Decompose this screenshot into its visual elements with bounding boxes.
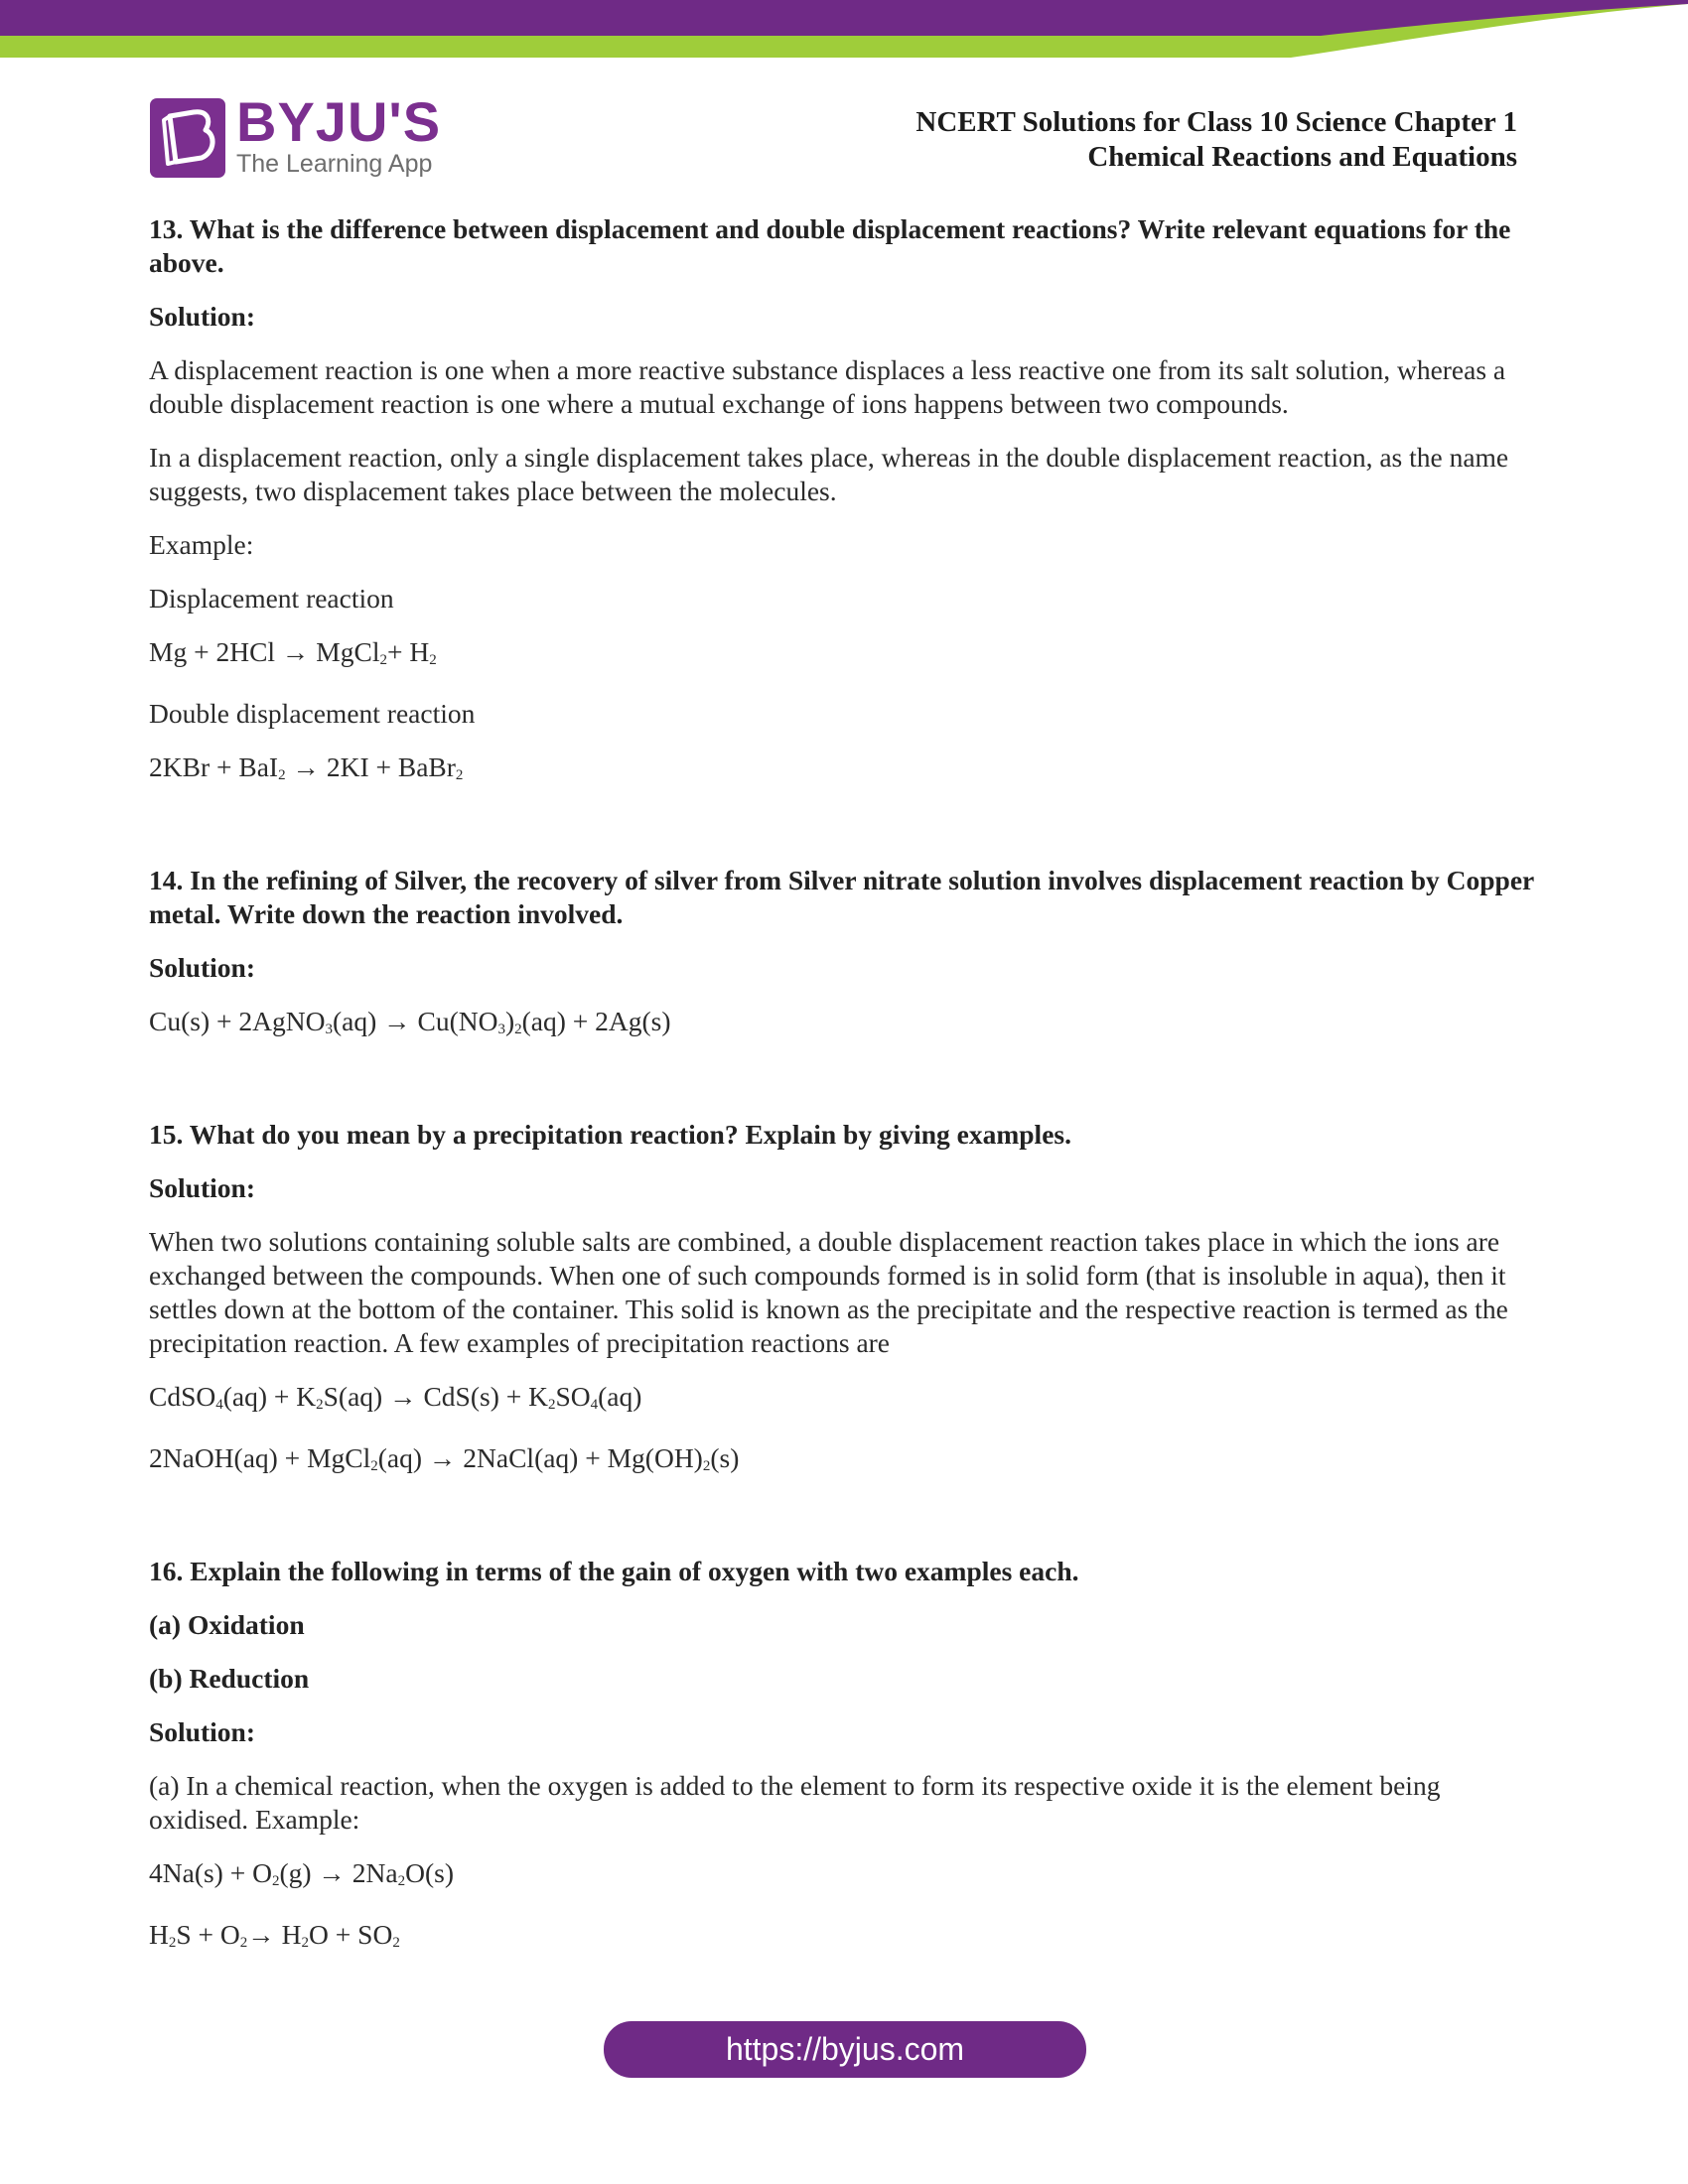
document-title [915, 105, 1517, 175]
question-15: 15. What do you mean by a precipitation reaction? Explain by giving examples. [149, 1119, 1071, 1150]
chemical-equation: 2NaOH(aq) + MgCl$_2$(aq) → 2NaCl(aq) + $Mg(OH)_2(s)$ [149, 1442, 740, 1474]
reaction-type-label: Displacement reaction [149, 583, 394, 614]
chemical-equation: $4Na(s) + O_2(g) \to 2Na_2O(s)$ [149, 1857, 454, 1889]
logo-tagline: The Learning App [236, 150, 433, 178]
question-part-b: (b) Reduction [149, 1663, 310, 1694]
reaction-type-label: Double displacement reaction [149, 698, 476, 729]
answer-paragraph: In a displacement reaction, only a single displacement takes place, whereas in the double displacement reaction, as the name suggests, two displacement takes place between the molecules. [149, 442, 1509, 506]
question-14: 14. In the refining of Silver, the recovery of silver from Silver nitrate solution involves displacement reaction by Copper metal. Write down the reaction involved. [149, 865, 1534, 929]
question-part-a: (a) Oxidation [149, 1609, 305, 1640]
question-13: 13. What is the difference between displacement and double displacement reactions? Write relevant equations for the above. [149, 213, 1511, 278]
top-decorative-band [0, 0, 1688, 64]
byjus-logo [149, 90, 447, 182]
solution-label: Solution: [149, 1172, 255, 1203]
website-link[interactable]: https://byjus.com [604, 2021, 1086, 2078]
chemical-equation: Mg + 2HCl → MgCl$_2$+ $H_2$ [149, 636, 437, 668]
solution-label: Solution: [149, 1716, 255, 1747]
solution-label: Solution: [149, 301, 255, 332]
answer-paragraph: A displacement reaction is one when a more reactive substance displaces a less reactive one from its salt solution, whereas a double displacement reaction is one where a mutual exchange of ions happens between two compounds. [149, 354, 1506, 419]
logo-wordmark: BYJU'S [236, 90, 442, 153]
answer-paragraph: When two solutions containing soluble salts are combined, a double displacement reaction takes place in which the ions are exchanged between the compounds. When one of such compounds formed is in solid form (that is insoluble in aqua), then it settles down at the bottom of the container. This solid is known as the precipitate and the respective reaction is termed as the precipitation reaction. A few examples of precipitation reactions are [149, 1226, 1508, 1358]
solution-label: Solution: [149, 952, 255, 983]
question-16: 16. Explain the following in terms of the gain of oxygen with two examples each. [149, 1556, 1079, 1586]
page-content [149, 212, 1539, 1979]
example-label: Example: [149, 529, 254, 560]
chemical-equation: CdSO$_4$(aq) + $K_2S(aq) \to CdS(s) + K_2SO_4(aq)$ [149, 1381, 642, 1413]
document-title-line2: Chemical Reactions and Equations [1087, 141, 1517, 173]
logo-mark-icon [150, 98, 225, 178]
answer-paragraph: (a) In a chemical reaction, when the oxygen is added to the element to form its respective oxide it is the element being oxidised. Example: [149, 1770, 1441, 1835]
chemical-equation: Cu(s) + 2AgNO$_3$(aq) → $Cu(NO_3)_2(aq) + 2Ag(s)$ [149, 1006, 671, 1037]
chemical-equation: 2KBr + BaI$_2$ → 2KI + BaBr$_2$ [149, 751, 464, 783]
chemical-equation: $H_2S + O_2\to H_2O + SO_2$ [149, 1919, 400, 1951]
page-header [149, 90, 1517, 182]
document-title-line1: NCERT Solutions for Class 10 Science Chapter 1 [915, 106, 1517, 138]
